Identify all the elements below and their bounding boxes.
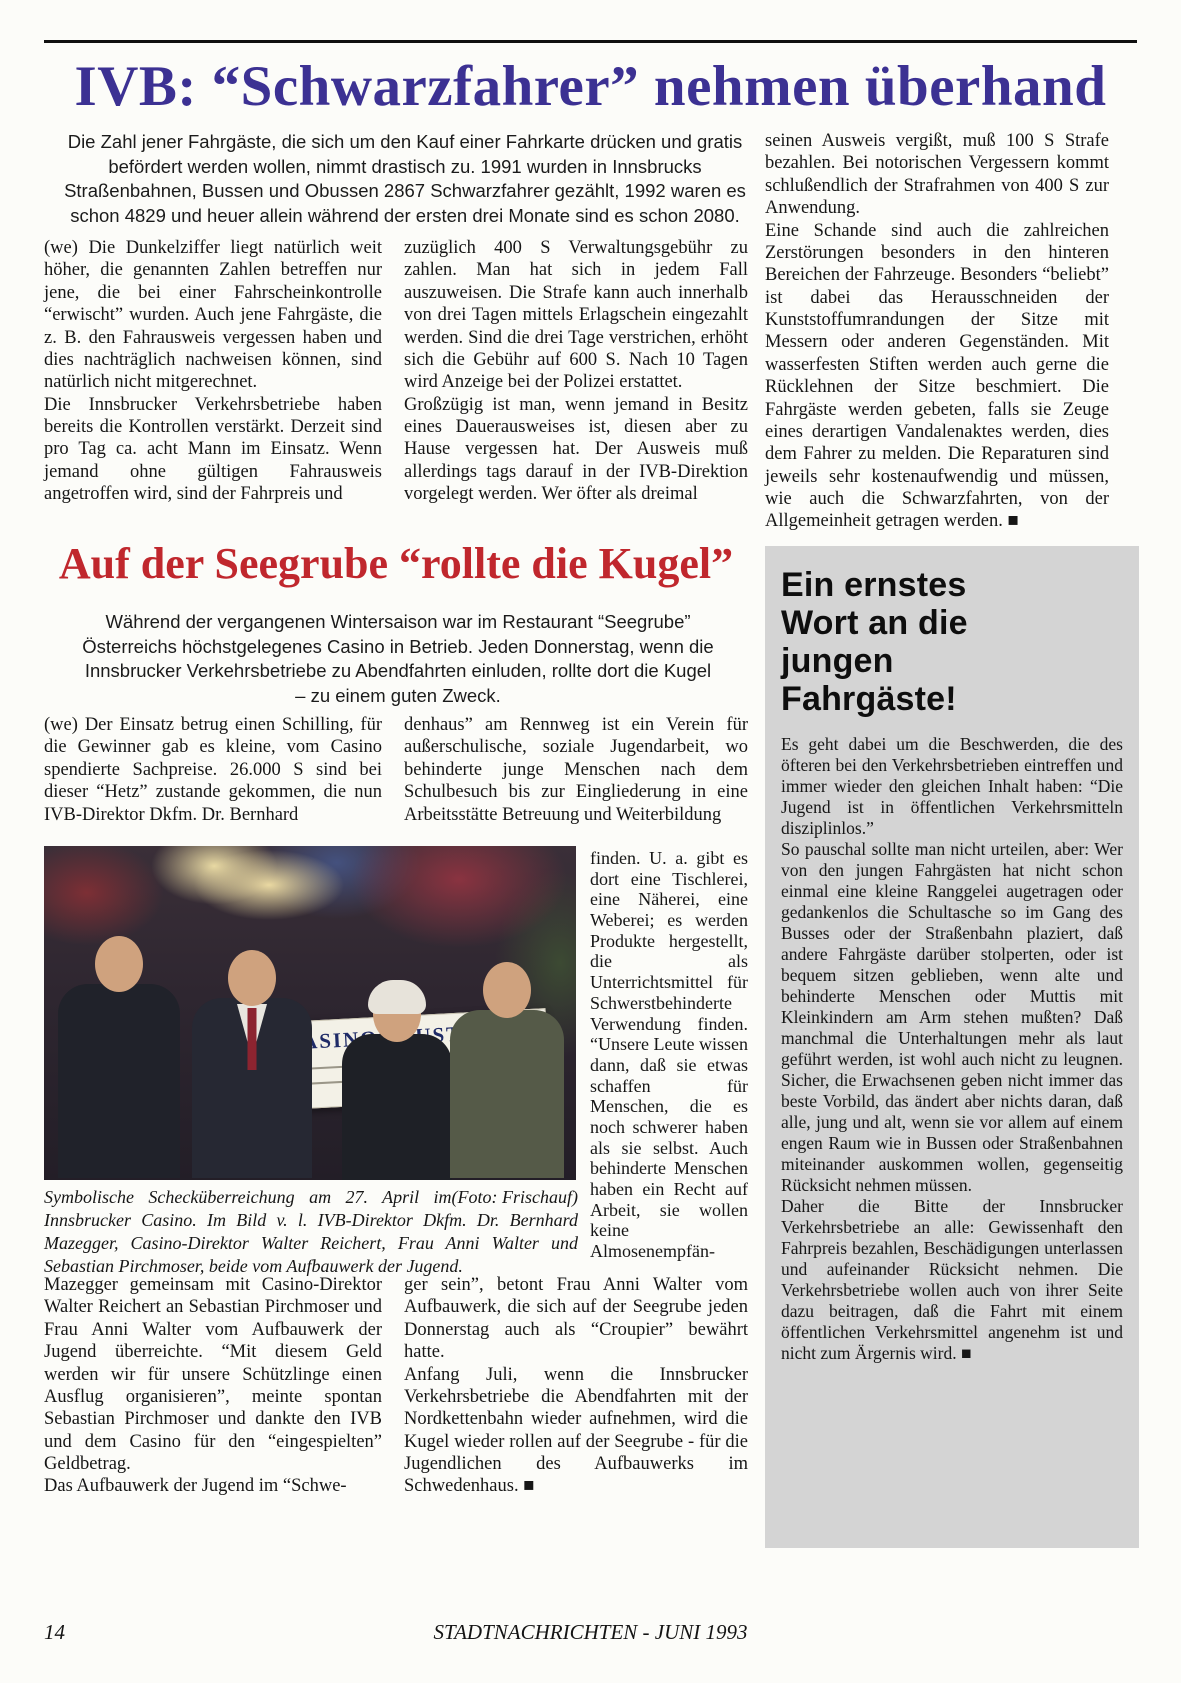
article2-midtop-paragraph: denhaus” am Rennweg ist ein Verein für außerschulische, soziale Jugendarbeit, wo behinderte junge Menschen nach dem Schulbesuch bis zur Eingliederung in eine Arbeitsstätte Betreuung und Weiterbildung: [404, 715, 748, 825]
article1-col1-paragraph-1: (we) Die Dunkelziffer liegt natürlich weit höher, die genannten Zahlen betreffen nur jene, die bei einer Fahrscheinkontrolle “erwischt” wurden. Auch jene Fahrgäste, die z. B. den Fahrausweis vergessen haben und dies nachträglich nachweisen können, sind natürlich nicht mitgerechnet.: [44, 238, 382, 393]
article2-bottomleft-paragraph-2: Das Aufbauwerk der Jugend im “Schwe-: [44, 1476, 347, 1497]
journal-title: STADTNACHRICHTEN - JUNI 1993: [433, 1620, 748, 1644]
article2-narrow-paragraph: finden. U. a. gibt es dort eine Tischlerei, eine Näherei, eine Weberei; es werden Produkte hergestellt, die als Unterrichtsmittel für Schwerstbehinderte Verwendung finden. “Unsere Leute wissen dann, daß sie etwas schaffen für Menschen, die es noch schwerer haben als sie selbst. Auch behinderte Menschen haben ein Recht auf Arbeit, sie wollen keine Almosenempfän-: [590, 848, 748, 1262]
sidebar-paragraph-1: Es geht dabei um die Beschwerden, die des öfteren bei den Verkehrsbetrieben eintreffen und immer wieder den gleichen Inhalt haben: “Die Jugend ist in öffentlichen Verkehrsmitteln disziplinlos.”: [781, 734, 1123, 839]
article2-bottom-middle-column: [404, 1274, 748, 1498]
article2-narrow-column: [590, 848, 748, 1262]
white-hair: [368, 980, 426, 1014]
article2-headline: Auf der Seegrube “rollte die Kugel”: [58, 539, 734, 588]
person-silhouette-3: [342, 980, 452, 1180]
person-suit: [58, 984, 180, 1178]
article2-bottommid-paragraph-1: ger sein”, betont Frau Anni Walter vom Aufbauwerk, die sich auf der Seegrube jeden Donnerstag auch als “Croupier” bewährt hatte.: [404, 1275, 748, 1363]
sidebar-box: [765, 546, 1139, 1548]
page-number: 14: [44, 1620, 65, 1644]
sidebar-paragraph-3: Daher die Bitte der Innsbrucker Verkehrsbetriebe an alle: Gewissenhaft den Fahrpreis bezahlen, Beschädigungen unterlassen und aufeinander Rücksicht nehmen. Die Verkehrsbetriebe wollen auch von ihrer Seite dazu beitragen, daß die Fahrt mit einem öffentlichen Verkehrsmittel angenehm ist und nicht zum Ärgernis wird. ■: [781, 1196, 1123, 1364]
red-tie: [248, 1008, 257, 1070]
article1-col3-paragraph-2: Eine Schande sind auch die zahlreichen Zerstörungen besonders in den hinteren Bereichen der Fahrzeuge. Besonders “beliebt” ist dabei das Herausschneiden der Kunststoffumrandungen der Sitze mit Messern oder anderen Gegenständen. Mit wasserfesten Stiften werden auch gerne die Rücklehnen der Sitze beschmiert. Die Fahrgäste werden gebeten, falls sie Zeuge eines derartigen Vandalenaktes werden, dies dem Fahrer zu melden. Die Reparaturen sind jeweils sehr kostenaufwendig und müssen, wie auch die Schwarzfahrten, von der Allgemeinheit getragen werden. ■: [765, 220, 1109, 532]
person-suit: [192, 998, 312, 1178]
article2-lead: Während der vergangenen Wintersaison war im Restaurant “Seegrube” Österreichs höchstgelegenes Casino in Betrieb. Jeden Donnerstag, wenn die Innsbrucker Verkehrsbetriebe zu Abendfahrten einluden, rollte dort die Kugel – zu einem guten Zweck.: [82, 611, 714, 706]
article1-column-1: [44, 237, 382, 506]
top-rule: [44, 40, 1137, 43]
article2-middle-column-top: [404, 714, 748, 826]
person-silhouette-2: [192, 950, 312, 1180]
article2-intro-paragraph: (we) Der Einsatz betrug einen Schilling, für die Gewinner gab es kleine, vom Casino spendierte Sachpreise. 26.000 S sind bei dieser “Hetz” zustande gekommen, die nun IVB-Direktor Dkfm. Dr. Bernhard: [44, 715, 382, 825]
article1-lead: Die Zahl jener Fahrgäste, die sich um den Kauf einer Fahrkarte drücken und gratis befördert werden wollen, nimmt drastisch zu. 1991 wurden in Innsbrucks Straßenbahnen, Bussen und Obussen 2867 Schwarzfahrer gezählt, 1992 waren es schon 4829 und heuer allein während der ersten drei Monate sind es schon 2080.: [64, 131, 746, 226]
article1-headline: IVB: “Schwarzfahrer” nehmen überhand: [74, 55, 1107, 118]
person-suit: [342, 1034, 452, 1180]
person-head: [483, 962, 531, 1018]
person-silhouette-4: [450, 962, 564, 1180]
article1-col2-paragraph-2: Großzügig ist man, wenn jemand in Besitz eines Dauerausweises ist, diesen aber zu Hause vergessen hat. Der Ausweis muß allerdings tags darauf in der IVB-Direktion vorgelegt werden. Wer öfter als dreimal: [404, 394, 748, 505]
article-photo: [44, 846, 576, 1180]
article2-bottom-left-column: [44, 1274, 382, 1498]
person-head: [228, 950, 276, 1006]
article2-intro-column: [44, 714, 382, 826]
sidebar-body: [781, 734, 1123, 1364]
article1-col3-paragraph-1: seinen Ausweis vergißt, muß 100 S Strafe bezahlen. Bei notorischen Vergessern kommt schlußendlich der Strafrahmen von 400 S zur Anwendung.: [765, 131, 1109, 219]
article1-col2-paragraph-1: zuzüglich 400 S Verwaltungsgebühr zu zahlen. Man hat sich in jedem Fall auszuweisen. Die Strafe kann auch innerhalb von drei Tagen mittels Erlagschein eingezahlt werden. Sind die drei Tage verstrichen, erhöht sich die Gebühr auf 600 S. Nach 10 Tagen wird Anzeige bei der Polizei erstattet.: [404, 238, 748, 393]
sidebar-title: Ein ernstes Wort an die jungen Fahrgäste!: [781, 566, 968, 719]
page-footer: [44, 1620, 1137, 1645]
photo-caption-text: Symbolische Schecküberreichung am 27. April im Innsbrucker Casino. Im Bild v. l. IVB-Direktor Dkfm. Dr. Bernhard Mazegger, Casino-Direktor Walter Reichert, Frau Anni Walter und Sebastian Pirchmoser, beide vom Aufbauwerk der Jugend.: [44, 1187, 578, 1277]
article1-column-2: [404, 237, 748, 506]
article1-col1-paragraph-2: Die Innsbrucker Verkehrsbetriebe haben bereits die Kontrollen verstärkt. Derzeit sind pro Tag ca. acht Mann im Einsatz. Wenn jemand ohne gültigen Fahrausweis angetroffen wird, sind der Fahrpreis und: [44, 394, 382, 505]
photo-caption: [44, 1186, 578, 1278]
sidebar-paragraph-2: So pauschal sollte man nicht urteilen, aber: Wer von den jungen Fahrgästen hat nicht schon einmal eine kleine Ranggelei augetragen oder gedankenlos die Schultasche so im Gang des Busses oder der Straßenbahn plaziert, daß andere Fahrgäste darüber stolperten, oder ist bequem sitzen geblieben, wenn alte und behinderte Menschen oder Muttis mit Kleinkindern am Arm stehen mußten? Daß manchmal die Unterhaltungen mehr als laut geführt werden, ist wohl auch nicht zu leugnen. Sicher, die Erwachsenen geben nicht immer das beste Vorbild, das ändert aber nichts daran, daß alle, jung und alt, wenn sie vor allem auf einem engen Raum wie in Bussen oder Straßenbahnen miteinander auskommen wollen, gegenseitig Rücksicht nehmen müssen.: [781, 839, 1123, 1196]
person-head: [95, 936, 143, 992]
person-jacket: [450, 1010, 564, 1178]
chandelier-glow: [194, 850, 344, 920]
photo-credit: (Foto: Frischauf): [451, 1187, 578, 1207]
article1-column-3: [765, 130, 1109, 533]
person-silhouette-1: [58, 936, 180, 1180]
article2-bottomleft-paragraph-1: Mazegger gemeinsam mit Casino-Direktor Walter Reichert an Sebastian Pirchmoser und Frau Anni Walter vom Aufbauwerk der Jugend überreichte. “Mit diesem Geld werden wir für unsere Schützlinge einen Ausflug organisieren”, meinte spontan Sebastian Pirchmoser und dankte den IVB und dem Casino für den “eingespielten” Geldbetrag.: [44, 1275, 382, 1474]
article2-bottommid-paragraph-2: Anfang Juli, wenn die Innsbrucker Verkehrsbetriebe die Abendfahrten mit der Nordkettenbahn wieder aufnehmen, wird die Kugel wieder rollen auf der Seegrube - für die Jugendlichen des Aufbauwerks im Schwedenhaus. ■: [404, 1364, 748, 1497]
check-text: CASINOS: [284, 1025, 393, 1055]
